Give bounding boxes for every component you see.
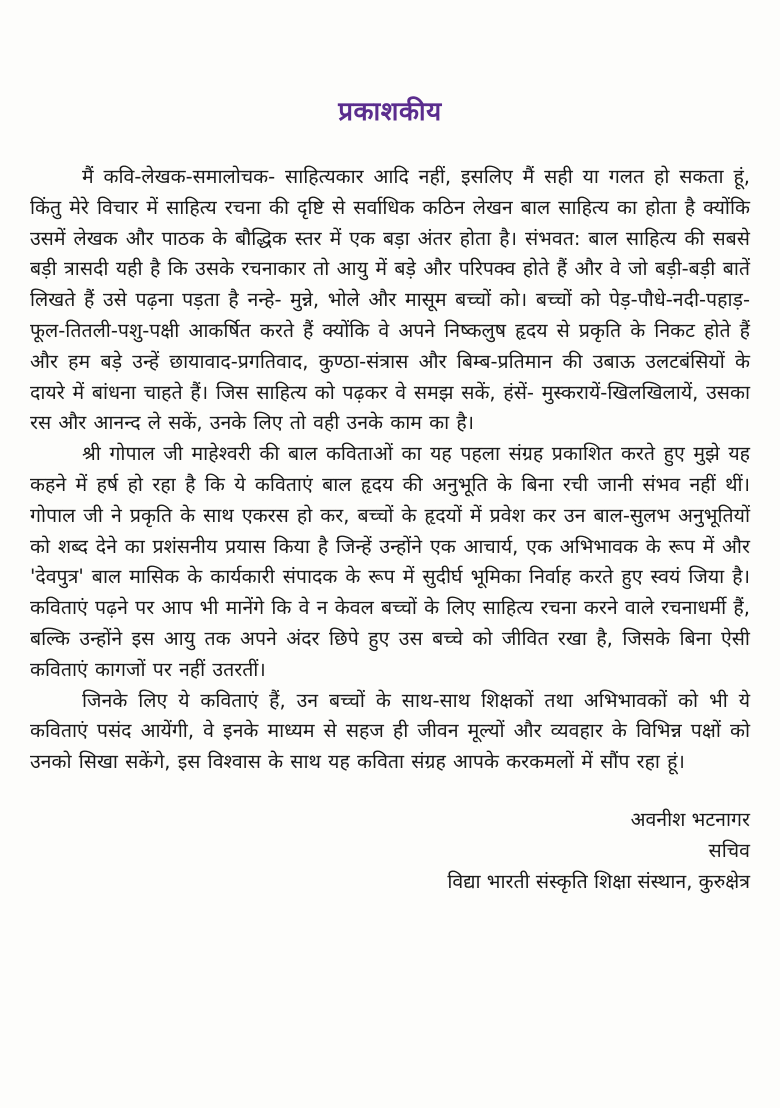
page-title: प्रकाशकीय [338, 97, 442, 127]
signature-block [30, 804, 750, 898]
body-text [30, 162, 750, 778]
signature-name: अवनीश भटनागर [630, 807, 750, 831]
paragraph: मैं कवि-लेखक-समालोचक- साहित्यकार आदि नहीं, इसलिए मैं सही या गलत हो सकता हूं, किंतु मेरे विचार में साहित्य रचना की दृष्टि से सर्वाधिक कठिन लेखन बाल साहित्य का होता है क्योंकि उसमें लेखक और पाठक के बौद्धिक स्तर में एक बड़ा अंतर होता है। संभवत: बाल साहित्य की सबसे बड़ी त्रासदी यही है कि उसके रचनाकार तो आयु में बड़े और परिपक्व होते हैं और वे जो बड़ी-बड़ी बातें लिखते हैं उसे पढ़ना पड़ता है नन्हे- मुन्ने, भोले और मासूम बच्चों को। बच्चों को पेड़-पौधे-नदी-पहाड़-फूल-तितली-पशु-पक्षी आकर्षित करते हैं क्योंकि वे अपने निष्कलुष हृदय से प्रकृति के निकट होते हैं और हम बड़े उन्हें छायावाद-प्रगतिवाद, कुण्ठा-संत्रास और बिम्ब-प्रतिमान की उबाऊ उलटबंसियों के दायरे में बांधना चाहते हैं। जिस साहित्य को पढ़कर वे समझ सकें, हंसें- मुस्करायें-खिलखिलायें, उसका रस और आनन्द ले सकें, उनके लिए तो वही उनके काम का है। [30, 165, 750, 435]
signature-organization: विद्या भारती संस्कृति शिक्षा संस्थान, कुरुक्षेत्र [447, 870, 750, 894]
signature-designation: सचिव [708, 839, 750, 863]
paragraph: जिनके लिए ये कविताएं हैं, उन बच्चों के साथ-साथ शिक्षकों तथा अभिभावकों को भी ये कविताएं पसंद आयेंगी, वे इनके माध्यम से सहज ही जीवन मूल्यों और व्यवहार के विभिन्न पक्षों को उनको सिखा सकेंगे, इस विश्वास के साथ यह कविता संग्रह आपके करकमलों में सौंप रहा हूं। [30, 688, 750, 774]
paragraph: श्री गोपाल जी माहेश्वरी की बाल कविताओं का यह पहला संग्रह प्रकाशित करते हुए मुझे यह कहने में हर्ष हो रहा है कि ये कविताएं बाल हृदय की अनुभूति के बिना रची जानी संभव नहीं थीं। गोपाल जी ने प्रकृति के साथ एकरस हो कर, बच्चों के हृदयों में प्रवेश कर उन बाल-सुलभ अनुभूतियों को शब्द देने का प्रशंसनीय प्रयास किया है जिन्हें उन्होंने एक आचार्य, एक अभिभावक के रूप में और 'देवपुत्र' बाल मासिक के कार्यकारी संपादक के रूप में सुदीर्घ भूमिका निर्वाह करते हुए स्वयं जिया है। कविताएं पढ़ने पर आप भी मानेंगे कि वे न केवल बच्चों के लिए साहित्य रचना करने वाले रचनाधर्मी हैं, बल्कि उन्होंने इस आयु तक अपने अंदर छिपे हुए उस बच्चे को जीवित रखा है, जिसके बिना ऐसी कविताएं कागजों पर नहीं उतरतीं। [30, 442, 750, 681]
